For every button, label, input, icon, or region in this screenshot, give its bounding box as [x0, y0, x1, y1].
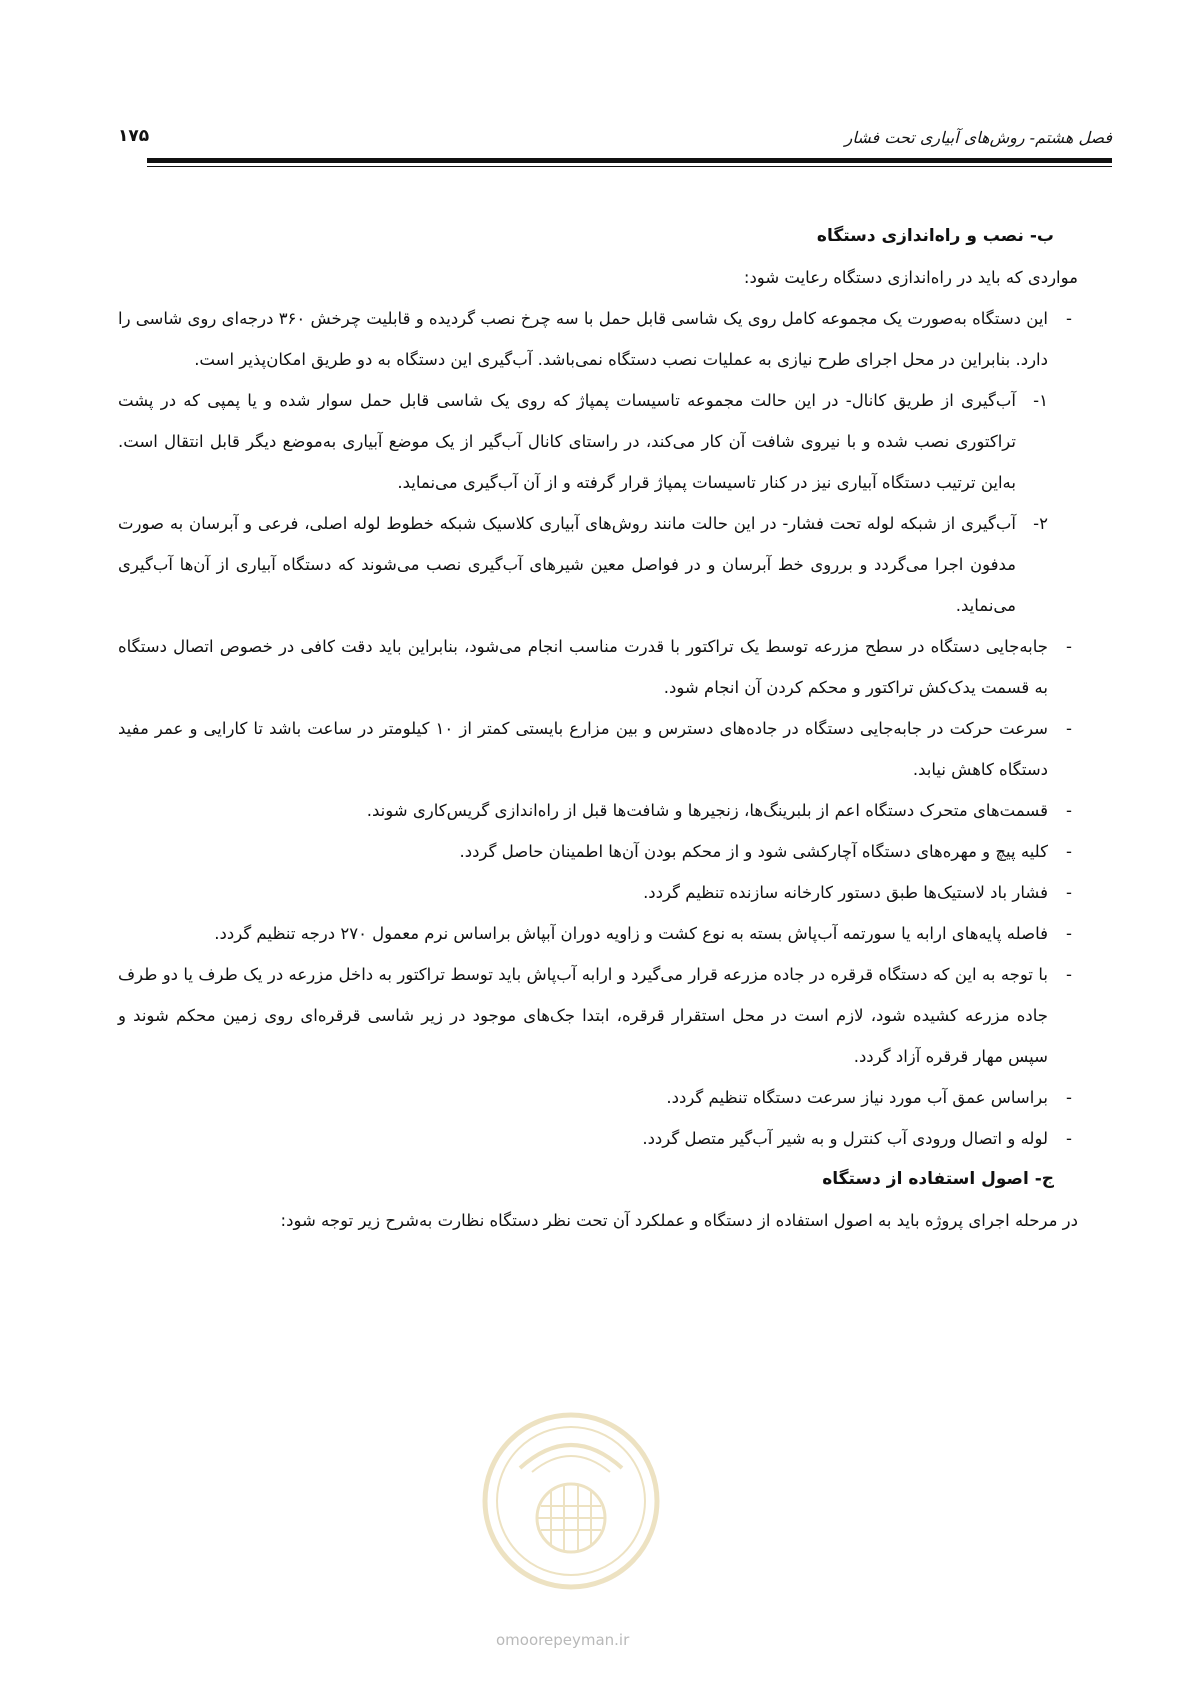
bullet-marker: -: [1066, 1088, 1072, 1107]
list-item: [118, 708, 1078, 790]
list-item: [118, 790, 1078, 831]
list-item: [118, 626, 1078, 708]
bullet-marker: -: [1066, 883, 1072, 902]
watermark-site-label: omoorepeyman.ir: [496, 1631, 630, 1649]
header-rule-thin: [147, 166, 1112, 167]
bullet-marker: -: [1066, 309, 1072, 328]
bullet-marker: -: [1066, 924, 1072, 943]
page-header: [118, 126, 1112, 158]
section-c-body: در مرحله اجرای پروژه باید به اصول استفاده از دستگاه و عملکرد آن تحت نظر دستگاه نظارت به‌شرح زیر توجه شود:: [280, 1211, 1078, 1230]
list-item: [118, 872, 1078, 913]
chapter-title: فصل هشتم- روش‌های آبیاری تحت فشار: [844, 128, 1112, 147]
watermark-seal-icon: [480, 1410, 662, 1592]
list-item: [118, 954, 1078, 1077]
list-item-text: فاصله پایه‌های ارابه یا سورتمه آب‌پاش بسته به نوع کشت و زاویه دوران آبپاش براساس نرم معمول ۲۷۰ درجه تنظیم گردد.: [214, 924, 1048, 943]
list-item: [118, 831, 1078, 872]
list-item-text: با توجه به این که دستگاه قرقره در جاده مزرعه قرار می‌گیرد و ارابه آب‌پاش باید توسط تراکتور به داخل مزرعه در یک طرف یا دو طرف جاده مزرعه کشیده شود، لازم است در محل استقرار قرقره، ابتدا جک‌های موجود در زیر شاسی قرقره‌ای روی زمین محکم شوند و سپس مهار قرقره آزاد گردد.: [118, 965, 1048, 1066]
list-item-text: لوله و اتصال ورودی آب کنترل و به شیر آب‌گیر متصل گردد.: [642, 1129, 1048, 1148]
list-item: [118, 1118, 1078, 1159]
header-rule-thick: [147, 158, 1112, 163]
section-b-title: ب- نصب و راه‌اندازی دستگاه: [816, 226, 1054, 246]
page-body: [118, 216, 1078, 1241]
list-item-text: براساس عمق آب مورد نیاز سرعت دستگاه تنظیم گردد.: [666, 1088, 1048, 1107]
list-item-text: این دستگاه به‌صورت یک مجموعه کامل روی یک شاسی قابل حمل با سه چرخ نصب گردیده و قابلیت چرخش ۳۶۰ درجه‌ای روی شاسی را دارد. بنابراین در محل اجرای طرح نیازی به عملیات نصب دستگاه نمی‌باشد. آب‌گیری این دستگاه به دو طریق امکان‌پذیر است.: [118, 309, 1048, 369]
list-item-text: فشار باد لاستیک‌ها طبق دستور کارخانه سازنده تنظیم گردد.: [643, 883, 1048, 902]
list-item-text: جابه‌جایی دستگاه در سطح مزرعه توسط یک تراکتور با قدرت مناسب انجام می‌شود، بنابراین باید دقت کافی در خصوص اتصال دستگاه به قسمت یدک‌کش تراکتور و محکم کردن آن انجام شود.: [118, 637, 1048, 697]
section-c-title: ج- اصول استفاده از دستگاه: [822, 1169, 1054, 1189]
section-b-intro: مواردی که باید در راه‌اندازی دستگاه رعایت شود:: [743, 268, 1078, 287]
list-item-text: قسمت‌های متحرک دستگاه اعم از بلبرینگ‌ها، زنجیرها و شافت‌ها قبل از راه‌اندازی گریس‌کاری شوند.: [366, 801, 1048, 820]
bullet-marker: -: [1066, 842, 1072, 861]
list-item-text: کلیه پیچ و مهره‌های دستگاه آچارکشی شود و از محکم بودن آن‌ها اطمینان حاصل گردد.: [459, 842, 1048, 861]
page-number: ۱۷۵: [118, 126, 150, 146]
bullet-marker: -: [1066, 719, 1072, 738]
numbered-item: [118, 380, 1078, 503]
bullet-marker: -: [1066, 965, 1072, 984]
numbered-item-text: آب‌گیری از طریق کانال- در این حالت مجموعه تاسیسات پمپاژ که روی یک شاسی قابل حمل سوار شده و یا پمپی که در پشت تراکتوری نصب شده و با نیروی شافت آن کار می‌کند، در راستای کانال آب‌گیر از یک موضع آبیاری به‌موضع دیگر قابل انتقال است. به‌این ترتیب دستگاه آبیاری نیز در کنار تاسیسات پمپاژ قرار گرفته و از آن آب‌گیری می‌نماید.: [118, 391, 1016, 492]
number-marker: ۱-: [1033, 391, 1048, 410]
list-item-text: سرعت حرکت در جابه‌جایی دستگاه در جاده‌های دسترس و بین مزارع بایستی کمتر از ۱۰ کیلومتر در ساعت باشد تا کارایی و عمر مفید دستگاه کاهش نیابد.: [118, 719, 1049, 779]
numbered-item: [118, 503, 1078, 626]
bullet-marker: -: [1066, 1129, 1072, 1148]
numbered-item-text: آب‌گیری از شبکه لوله تحت فشار- در این حالت مانند روش‌های آبیاری کلاسیک شبکه خطوط لوله اصلی، فرعی و آبرسان به صورت مدفون اجرا می‌گردد و برروی خط آبرسان و در فواصل معین شیرهای آب‌گیری نصب می‌شوند که دستگاه آبیاری از آن‌ها آب‌گیری می‌نماید.: [118, 514, 1016, 615]
bullet-marker: -: [1066, 637, 1072, 656]
list-item: [118, 298, 1078, 380]
number-marker: ۲-: [1033, 514, 1048, 533]
list-item: [118, 913, 1078, 954]
list-item: [118, 1077, 1078, 1118]
bullet-marker: -: [1066, 801, 1072, 820]
